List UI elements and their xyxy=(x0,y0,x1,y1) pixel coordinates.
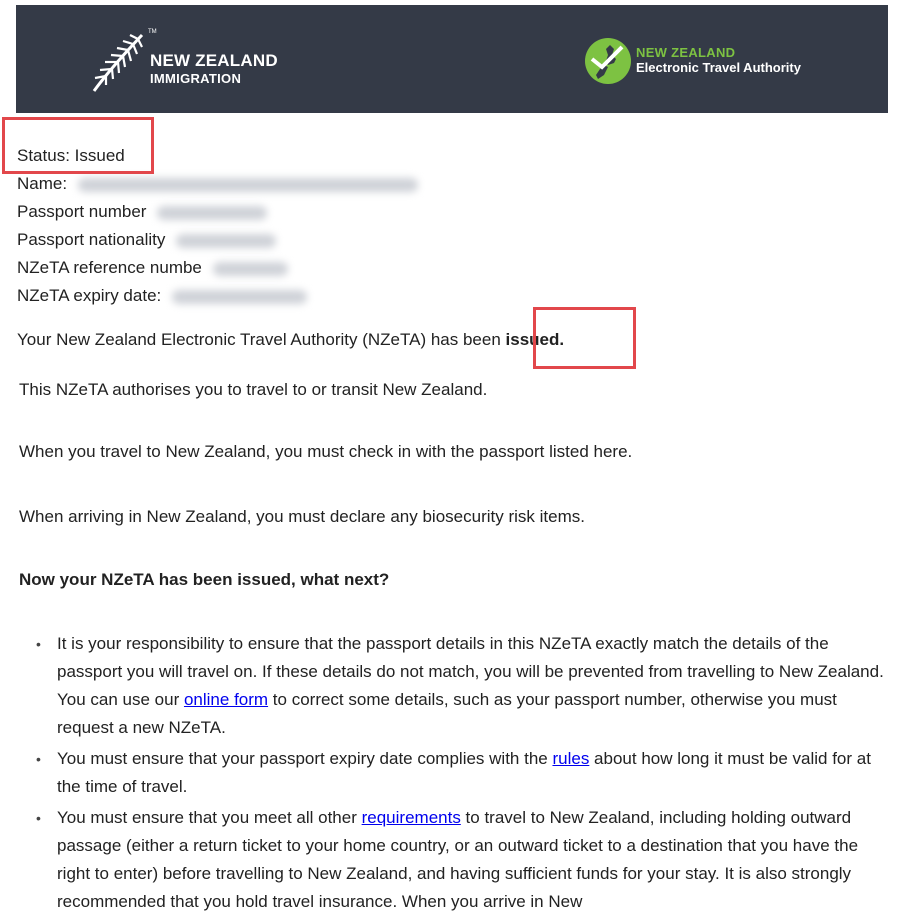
online-form-link[interactable]: online form xyxy=(183,690,269,709)
issued-sentence xyxy=(17,328,564,352)
bullet-text: It is your responsibility to ensure that the passport details in this NZeTA exactly match the details of the passport you will travel on. If these details do not match, you will be prevented from travelling to New Zealand. You can use our xyxy=(57,634,884,709)
bullet-text: to travel to New Zealand, including holding outward passage (either a return ticket to your home country, or an outward ticket to a destination that you have the right to enter) before travelling to New Zealand, and having sufficient funds for your stay. It is also strongly recommended that you hold travel insurance. When you arrive in New xyxy=(57,808,859,911)
nzeta-logo xyxy=(584,37,844,85)
name-label: Name: xyxy=(17,174,68,193)
paragraph-biosecurity: When arriving in New Zealand, you must declare any biosecurity risk items. xyxy=(19,507,585,526)
bullet-text: to correct some details, such as your passport number, otherwise you must request a new NZeTA. xyxy=(57,690,837,737)
redacted-nationality xyxy=(176,234,276,248)
status-highlight-box xyxy=(2,117,154,174)
reference-number-label: NZeTA reference numbe xyxy=(17,258,202,277)
passport-nationality-label: Passport nationality xyxy=(17,230,166,249)
what-next-heading: Now your NZeTA has been issued, what next? xyxy=(19,570,390,589)
paragraph-authorises: This NZeTA authorises you to travel to or transit New Zealand. xyxy=(19,380,488,399)
expiry-date-label: NZeTA expiry date: xyxy=(17,286,162,305)
nz-map-check-icon xyxy=(584,37,632,85)
issued-highlight-box xyxy=(533,307,636,369)
trademark-mark: TM xyxy=(148,29,157,35)
bullet-text: about how long it must be valid for at the time of travel. xyxy=(57,749,871,796)
status-label: Status: xyxy=(17,146,70,165)
name-row xyxy=(17,170,418,198)
paragraph-check-in: When you travel to New Zealand, you must check in with the passport listed here. xyxy=(19,442,633,461)
list-item xyxy=(19,745,887,801)
email-header-banner xyxy=(16,5,888,113)
redacted-passport-number xyxy=(157,206,267,220)
redacted-reference xyxy=(213,262,288,276)
silver-fern-icon xyxy=(86,29,148,95)
rules-link[interactable]: rules xyxy=(552,749,590,768)
issued-word: issued. xyxy=(505,330,565,349)
nzi-logo-line1: NEW ZEALAND xyxy=(150,51,278,70)
redacted-expiry-date xyxy=(172,290,307,304)
redacted-name xyxy=(78,178,418,192)
expiry-date-row xyxy=(17,282,418,310)
list-item xyxy=(19,630,887,742)
nzi-logo-line2: IMMIGRATION xyxy=(150,71,242,86)
bullet-text: You must ensure that you meet all other xyxy=(57,808,362,827)
passport-number-row xyxy=(17,198,418,226)
nz-immigration-logo xyxy=(86,29,286,95)
status-value: Issued xyxy=(74,146,125,165)
bullet-text: You must ensure that your passport expiry date complies with the xyxy=(57,749,553,768)
list-item xyxy=(19,804,887,916)
passport-nationality-row xyxy=(17,226,418,254)
reference-number-row xyxy=(17,254,418,282)
passport-number-label: Passport number xyxy=(17,202,147,221)
requirements-link[interactable]: requirements xyxy=(361,808,461,827)
what-next-list xyxy=(19,630,887,919)
issued-sentence-text: Your New Zealand Electronic Travel Authority (NZeTA) has been xyxy=(17,330,506,349)
eta-logo-line1: NEW ZEALAND xyxy=(636,45,736,60)
eta-logo-line2: Electronic Travel Authority xyxy=(636,60,801,75)
